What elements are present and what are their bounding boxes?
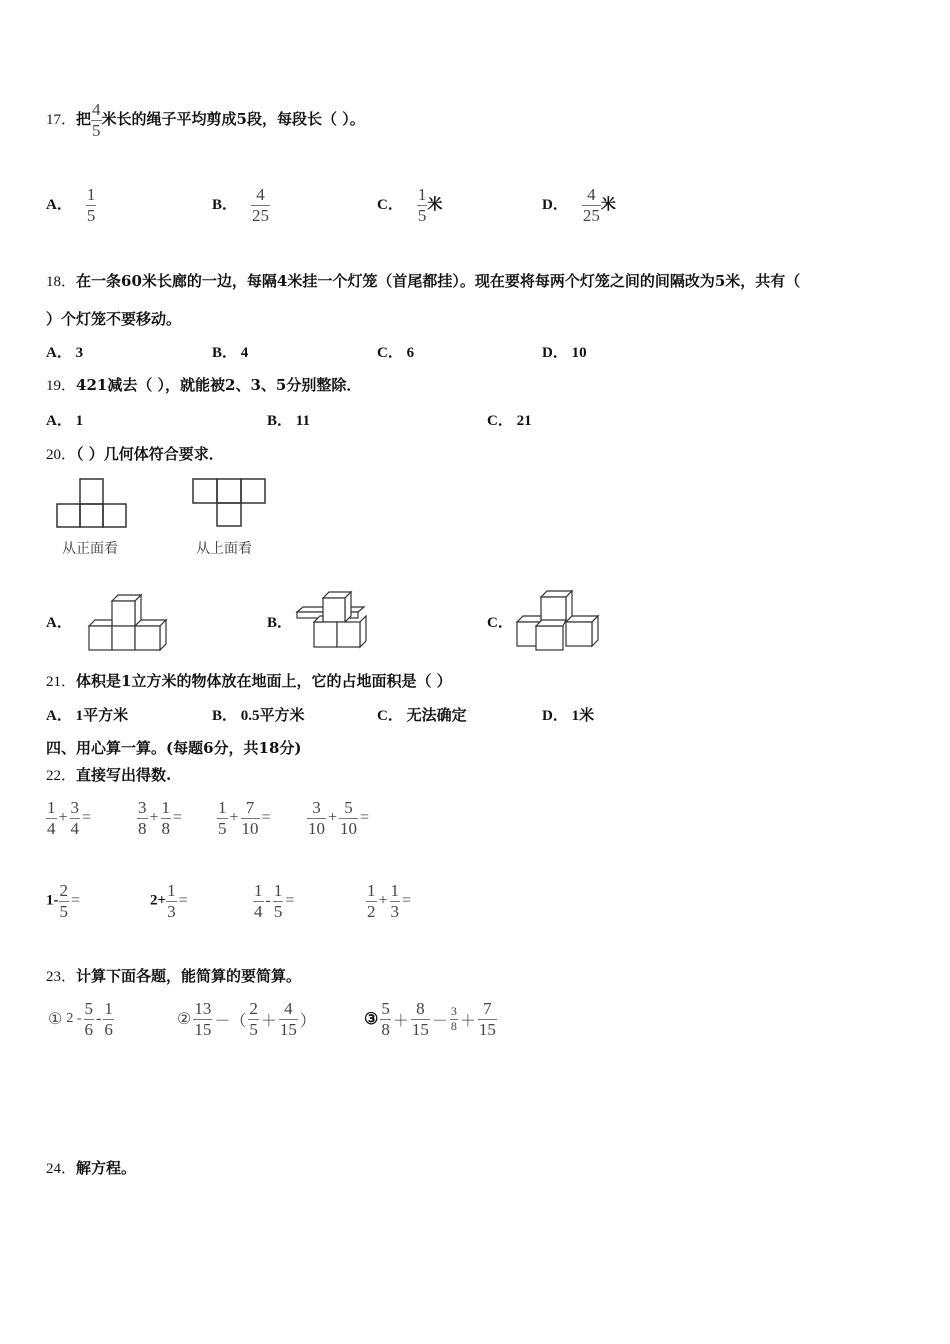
problem-3: ③ $\frac{5}{8}$ ＋ $\frac{8}{15}$ － $\frac{3}{8}$ ＋ $\frac{7}{15}$ [364, 999, 496, 1039]
option-b[interactable]: B． 4 [212, 345, 249, 361]
option-b[interactable]: B． [267, 615, 293, 631]
question-21: 21．体积是1立方米的物体放在地面上，它的占地面积是（ ） [46, 672, 452, 690]
expression: $\frac{1}{4}$ + $\frac{3}{4}$ = [47, 798, 92, 838]
problem-1: ① 2 - $\frac{5}{6}$ - $\frac{1}{6}$ [48, 999, 113, 1039]
option-c[interactable]: C． 无法确定 [377, 708, 467, 724]
option-b[interactable]: B． $\frac{4}{25}$ [212, 185, 270, 225]
question-22: 22．直接写出得数. [46, 766, 172, 784]
expression: $\frac{1}{2}$ + $\frac{1}{3}$ = [367, 881, 412, 921]
option-d[interactable]: D． 10 [542, 345, 587, 361]
question-text-post: 米长的绳子平均剪成5段，每段长（ ）。 [101, 110, 365, 129]
question-17 [46, 100, 365, 140]
front-view-figure [52, 476, 142, 562]
question-19: 19．421减去（ ），就能被2、3、5分别整除． [46, 376, 362, 394]
option-a[interactable]: A． 1 [46, 413, 84, 429]
option-c[interactable]: C． [487, 615, 513, 631]
cube-figure-c[interactable] [514, 588, 604, 654]
option-a[interactable]: A． 3 [46, 345, 84, 361]
expression: $\frac{3}{8}$ + $\frac{1}{8}$ = [138, 798, 183, 838]
question-24: 24．解方程。 [46, 1159, 137, 1177]
expression: $\frac{1}{5}$ + $\frac{7}{10}$ = [218, 798, 271, 838]
section-title: 四、用心算一算。(每题6分，共18分) [46, 739, 302, 757]
option-d[interactable]: D． 1米 [542, 708, 595, 724]
option-a[interactable]: A． [46, 615, 72, 631]
fraction: $\frac{4}{5}$ [92, 100, 101, 140]
option-c[interactable]: C． 6 [377, 345, 415, 361]
front-view-caption: 从正面看 [62, 541, 118, 557]
expression: 1- $\frac{2}{5}$ = [46, 881, 81, 921]
option-a[interactable]: A． $\frac{1}{5}$ [46, 185, 96, 225]
expression: $\frac{1}{4}$ - $\frac{1}{5}$ = [254, 881, 295, 921]
expression: 2+ $\frac{1}{3}$ = [150, 881, 188, 921]
expression: $\frac{3}{10}$ + $\frac{5}{10}$ = [308, 798, 370, 838]
question-text-pre: 把 [76, 110, 92, 129]
option-d[interactable]: D． $\frac{4}{25}$ 米 [542, 185, 616, 225]
option-b[interactable]: B． 0.5平方米 [212, 708, 305, 724]
problem-2: ② $\frac{13}{15}$ －（ $\frac{2}{5}$ ＋ $\frac{4}{15}$ ） [177, 999, 316, 1039]
cube-figure-a[interactable] [84, 590, 174, 654]
option-c[interactable]: C． 21 [487, 413, 532, 429]
question-23: 23．计算下面各题，能简算的要简算。 [46, 967, 302, 985]
question-18-line2: ）个灯笼不要移动。 [46, 310, 182, 328]
option-a[interactable]: A． 1平方米 [46, 708, 129, 724]
question-number: 17． [46, 112, 77, 129]
top-view-figure [190, 476, 280, 562]
cube-figure-b[interactable] [294, 588, 374, 654]
top-view-caption: 从上面看 [196, 541, 252, 557]
option-c[interactable]: C． $\frac{1}{5}$ 米 [377, 185, 443, 225]
question-20: 20．（ ）几何体符合要求． [46, 445, 224, 463]
question-18: 18．在一条60米长廊的一边，每隔4米挂一个灯笼（首尾都挂）。现在要将每两个灯笼之间的间隔改为5米，共有（ [46, 272, 801, 290]
option-b[interactable]: B． 11 [267, 413, 310, 429]
